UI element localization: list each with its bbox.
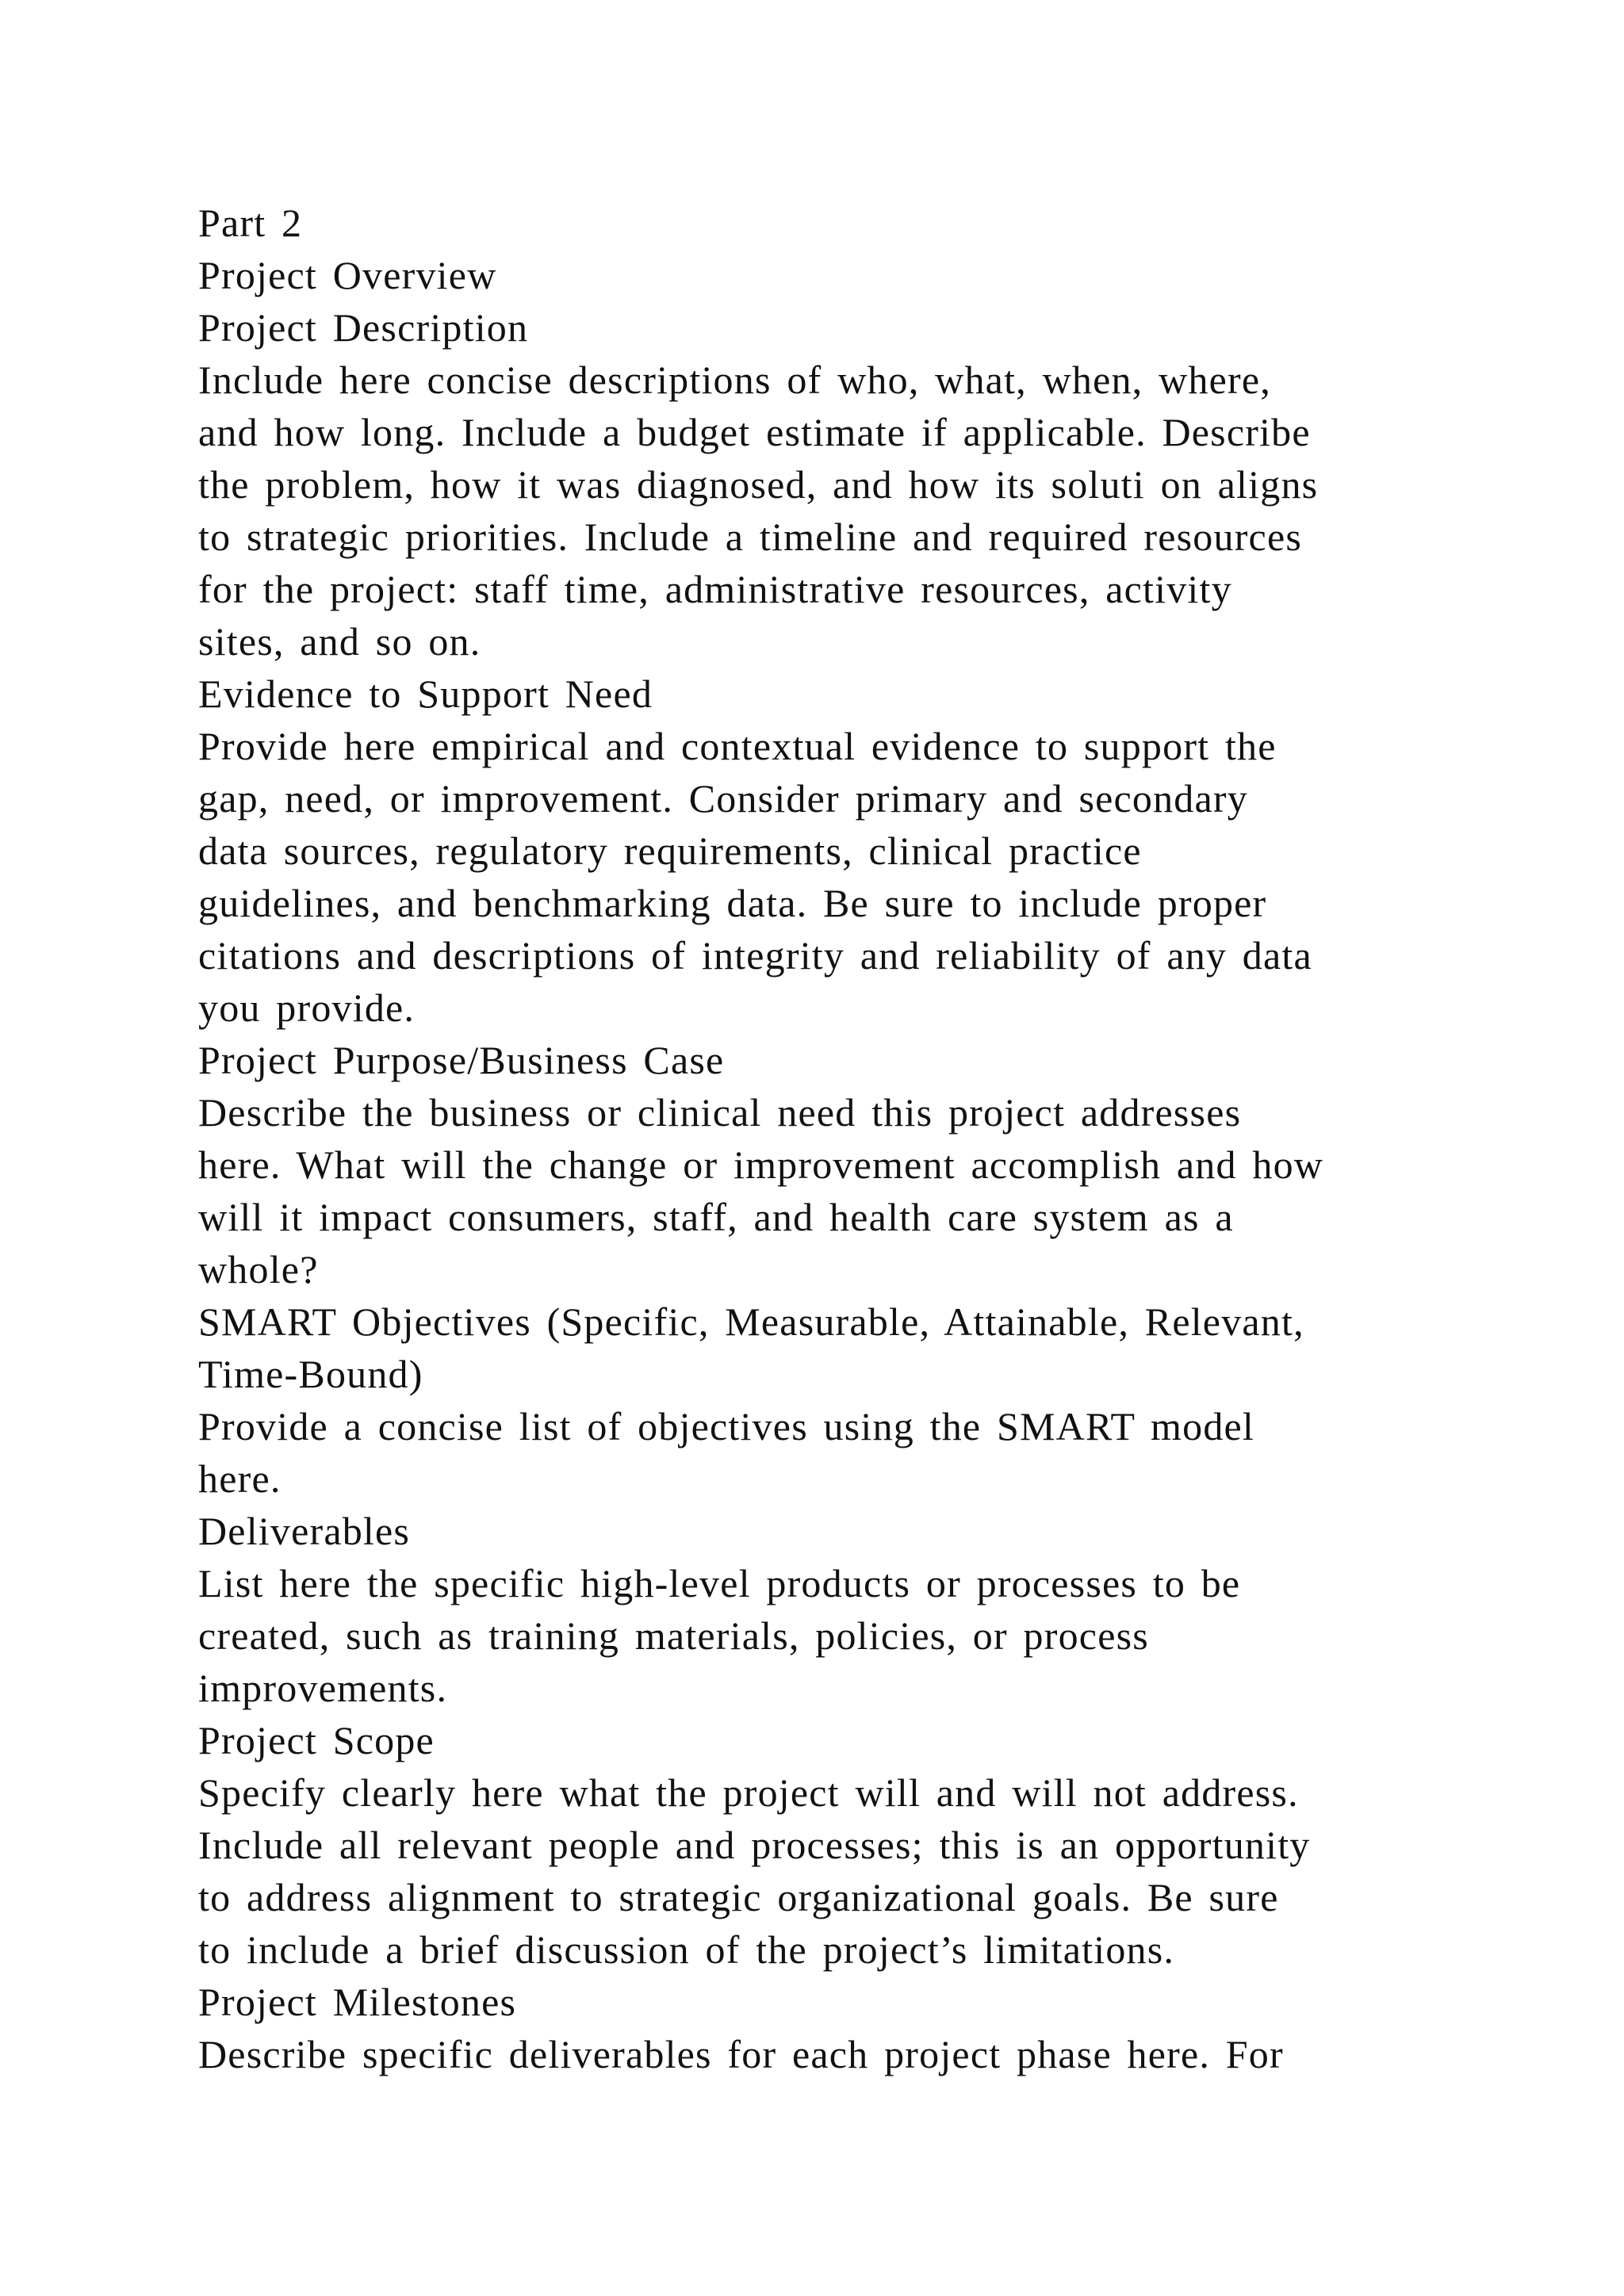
- subsection-heading: Deliverables: [198, 1509, 411, 1553]
- paragraph-line: whole?: [198, 1247, 319, 1292]
- paragraph-line: Include all relevant people and processes; this is an opportunity: [198, 1823, 1311, 1867]
- paragraph-line: Specify clearly here what the project will and will not address.: [198, 1770, 1299, 1815]
- subsection-heading: Project Purpose/Business Case: [198, 1038, 725, 1082]
- subsection-heading: Project Description: [198, 305, 529, 350]
- paragraph-line: data sources, regulatory requirements, clinical practice: [198, 828, 1142, 873]
- paragraph-line: List here the specific high-level products or processes to be: [198, 1561, 1241, 1605]
- subsection-heading: Project Milestones: [198, 1980, 517, 2024]
- paragraph-line: created, such as training materials, policies, or process: [198, 1613, 1149, 1658]
- paragraph-line: Describe specific deliverables for each project phase here. For: [198, 2032, 1284, 2076]
- paragraph-line: you provide.: [198, 985, 416, 1030]
- paragraph-line: Provide here empirical and contextual evidence to support the: [198, 724, 1277, 768]
- section-heading: Project Overview: [198, 253, 497, 297]
- paragraph-line: to strategic priorities. Include a timeline and required resources: [198, 515, 1302, 559]
- paragraph-line: guidelines, and benchmarking data. Be sure to include proper: [198, 881, 1267, 925]
- subsection-heading: Evidence to Support Need: [198, 672, 653, 716]
- document-body: [198, 197, 1435, 2080]
- section-label: Part 2: [198, 201, 303, 245]
- paragraph-line: here.: [198, 1456, 282, 1501]
- paragraph-line: Include here concise descriptions of who, what, when, where,: [198, 358, 1271, 402]
- paragraph-line: sites, and so on.: [198, 619, 481, 664]
- paragraph-line: the problem, how it was diagnosed, and how its soluti on aligns: [198, 462, 1319, 507]
- paragraph-line: to address alignment to strategic organizational goals. Be sure: [198, 1875, 1279, 1919]
- paragraph-line: and how long. Include a budget estimate if applicable. Describe: [198, 410, 1311, 454]
- paragraph-line: citations and descriptions of integrity and reliability of any data: [198, 933, 1312, 978]
- paragraph-line: to include a brief discussion of the project’s limitations.: [198, 1927, 1175, 1972]
- subsection-heading: Project Scope: [198, 1718, 435, 1762]
- paragraph-line: Provide a concise list of objectives using the SMART model: [198, 1404, 1255, 1448]
- paragraph-line: will it impact consumers, staff, and health care system as a: [198, 1195, 1234, 1239]
- paragraph-line: improvements.: [198, 1666, 448, 1710]
- paragraph-line: Describe the business or clinical need this project addresses: [198, 1090, 1242, 1135]
- paragraph-line: for the project: staff time, administrative resources, activity: [198, 567, 1232, 611]
- subsection-heading: SMART Objectives (Specific, Measurable, Attainable, Relevant,: [198, 1299, 1304, 1344]
- subsection-heading: Time-Bound): [198, 1352, 423, 1396]
- paragraph-line: gap, need, or improvement. Consider primary and secondary: [198, 776, 1248, 821]
- paragraph-line: here. What will the change or improvement accomplish and how: [198, 1142, 1324, 1187]
